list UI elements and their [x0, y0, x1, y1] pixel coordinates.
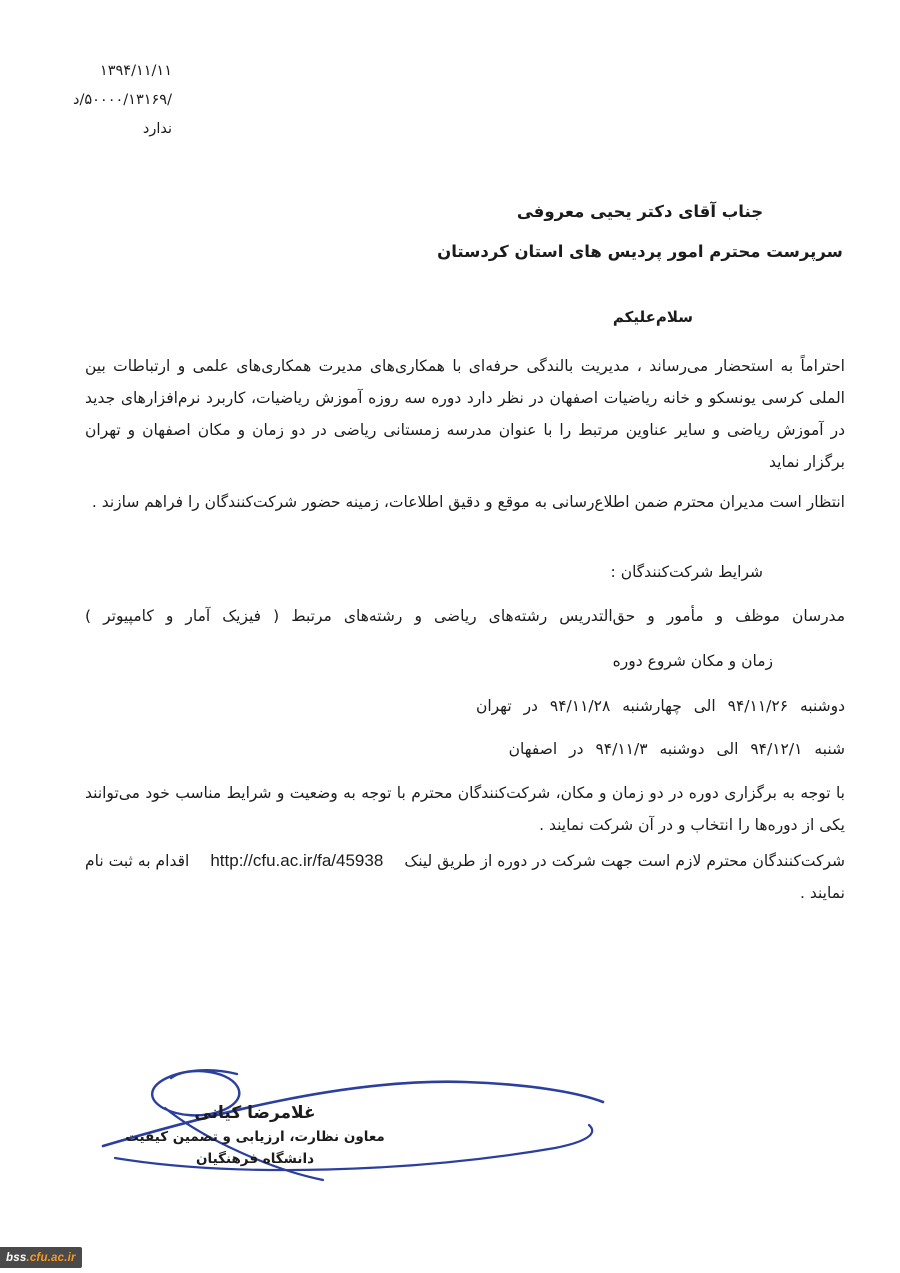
recipient-role: سرپرست محترم امور پردیس های استان کردستان	[437, 242, 843, 261]
paragraph-course-choice: با توجه به برگزاری دوره در دو زمان و مکان، شرکت‌کنندگان محترم با توجه به وضعیت و شرایط مناسب خود می‌توانند یکی از دوره‌ها را انتخاب و در آن شرکت نمایند .	[85, 784, 845, 834]
conditions-heading: شرایط شرکت‌کنندگان :	[610, 563, 763, 581]
schedule-heading: زمان و مکان شروع دوره	[612, 652, 773, 670]
schedule-tehran: دوشنبه ۹۴/۱۱/۲۶ الی چهارشنبه ۹۴/۱۱/۲۸ در تهران	[475, 697, 845, 715]
conditions-text: مدرسان موظف و مأمور و حق‌التدریس رشته‌های ریاضی و رشته‌های مرتبط ( فیزیک آمار و کامپیوتر )	[85, 607, 845, 625]
site-watermark-badge	[0, 1247, 82, 1268]
letter-date: ۱۳۹۴/۱۱/۱۱	[99, 63, 172, 79]
registration-text-pre: شرکت‌کنندگان محترم لازم است جهت شرکت در دوره از طریق لینک	[404, 852, 845, 870]
signatory-title: معاون نظارت، ارزیابی و تضمین کیفیت	[125, 1129, 385, 1145]
signatory-name: غلامرضا کیانی	[194, 1103, 316, 1123]
recipient-block	[420, 192, 860, 272]
badge-suffix: .cfu.ac.ir	[26, 1251, 76, 1264]
letter-attachment: ندارد	[142, 121, 172, 137]
letter-number: /۵۰۰۰۰/۱۳۱۶۹/د	[72, 92, 172, 108]
signature-block	[105, 1100, 405, 1170]
salutation: سلام‌علیکم	[612, 308, 693, 326]
schedule-isfahan: شنبه ۹۴/۱۲/۱ الی دوشنبه ۹۴/۱۱/۳ در اصفهان	[508, 740, 845, 758]
paragraph-registration	[85, 845, 845, 909]
badge-prefix: bss	[6, 1251, 27, 1264]
letter-meta-block	[30, 57, 172, 144]
signatory-organization: دانشگاه فرهنگیان	[195, 1151, 314, 1167]
paragraph-introduction: احتراماً به استحضار می‌رساند ، مدیریت بالندگی حرفه‌ای با همکاری‌های مدیرت همکاری‌های علمی و ارتباطات بین الملی کرسی یونسکو و خانه ریاضیات اصفهان در نظر دارد دوره سه روزه آموزش ریاضیات، کاربرد نرم‌افزارهای جدید در آموزش ریاضی و سایر عناوین مرتبط را با عنوان مدرسه زمستانی ریاضی در دو زمان و مکان اصفهان و تهران برگزار نماید	[85, 357, 845, 471]
registration-link[interactable]: http://cfu.ac.ir/fa/45938	[210, 851, 384, 870]
registration-text-post: اقدام به ثبت نام نمایند .	[85, 852, 845, 902]
paragraph-expectation: انتظار است مدیران محترم ضمن اطلاع‌رسانی به موقع و دقیق اطلاعات، زمینه حضور شرکت‌کنندگان را فراهم سازند .	[91, 493, 845, 511]
recipient-name: جناب آقای دکتر یحیی معروفی	[516, 202, 764, 221]
